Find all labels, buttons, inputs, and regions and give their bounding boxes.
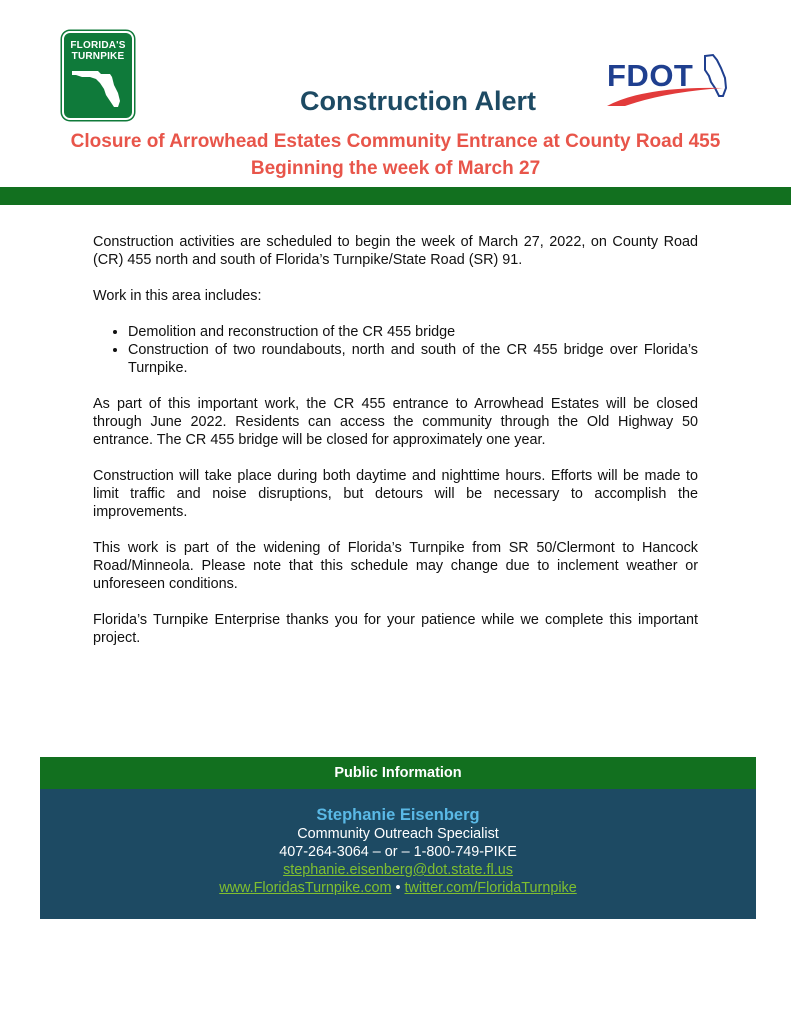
link-separator: •: [395, 880, 401, 896]
header-divider-bar: [0, 187, 791, 205]
work-list: [93, 323, 698, 377]
paragraph-closure: As part of this important work, the CR 455 entrance to Arrowhead Estates will be closed through June 2022. Residents can access the community through the Old Highway 50 entrance. The CR 455 bridge will be closed for approximately one year.: [93, 396, 698, 448]
contact-details: [40, 789, 756, 919]
subtitle-line-1: Closure of Arrowhead Estates Community Entrance at County Road 455: [70, 131, 721, 152]
paragraph-widening: This work is part of the widening of Florida’s Turnpike from SR 50/Clermont to Hancock Road/Minneola. Please note that this schedule may change due to inclement weather or unforeseen conditions.: [93, 540, 698, 592]
website-link[interactable]: www.FloridasTurnpike.com: [219, 880, 392, 896]
subtitle-line-2: Beginning the week of March 27: [250, 158, 541, 179]
contact-name: Stephanie Eisenberg: [316, 806, 480, 824]
list-item: • Demolition and reconstruction of the CR 455 bridge: [128, 323, 698, 341]
turnpike-logo-line1: FLORIDA'S: [70, 40, 126, 51]
paragraph-work-intro: Work in this area includes:: [93, 288, 262, 304]
paragraph-thanks: Florida’s Turnpike Enterprise thanks you for your patience while we complete this important project.: [93, 612, 698, 646]
alert-body: [93, 233, 698, 665]
turnpike-logo-line2: TURNPIKE: [71, 51, 125, 62]
list-item: • Construction of two roundabouts, north and south of the CR 455 bridge over Florida’s Turnpike.: [128, 341, 698, 377]
page-title: Construction Alert: [300, 86, 536, 116]
contact-email-link[interactable]: stephanie.eisenberg@dot.state.fl.us: [283, 862, 513, 878]
contact-phones: 407-264-3064 – or – 1-800-749-PIKE: [279, 844, 517, 860]
paragraph-hours: Construction will take place during both daytime and nighttime hours. Efforts will be made to limit traffic and noise disruptions, but detours will be necessary to accomplish the improvements.: [93, 468, 698, 520]
fdot-wordmark: FDOT: [607, 58, 694, 93]
twitter-link[interactable]: twitter.com/FloridaTurnpike: [404, 880, 577, 896]
paragraph-intro: Construction activities are scheduled to begin the week of March 27, 2022, on County Road (CR) 455 north and south of Florida’s Turnpike/State Road (SR) 91.: [93, 234, 698, 268]
page-subtitle: [0, 128, 791, 182]
public-information-box: [40, 757, 756, 919]
public-information-heading: Public Information: [40, 757, 756, 789]
contact-role: Community Outreach Specialist: [297, 826, 499, 842]
